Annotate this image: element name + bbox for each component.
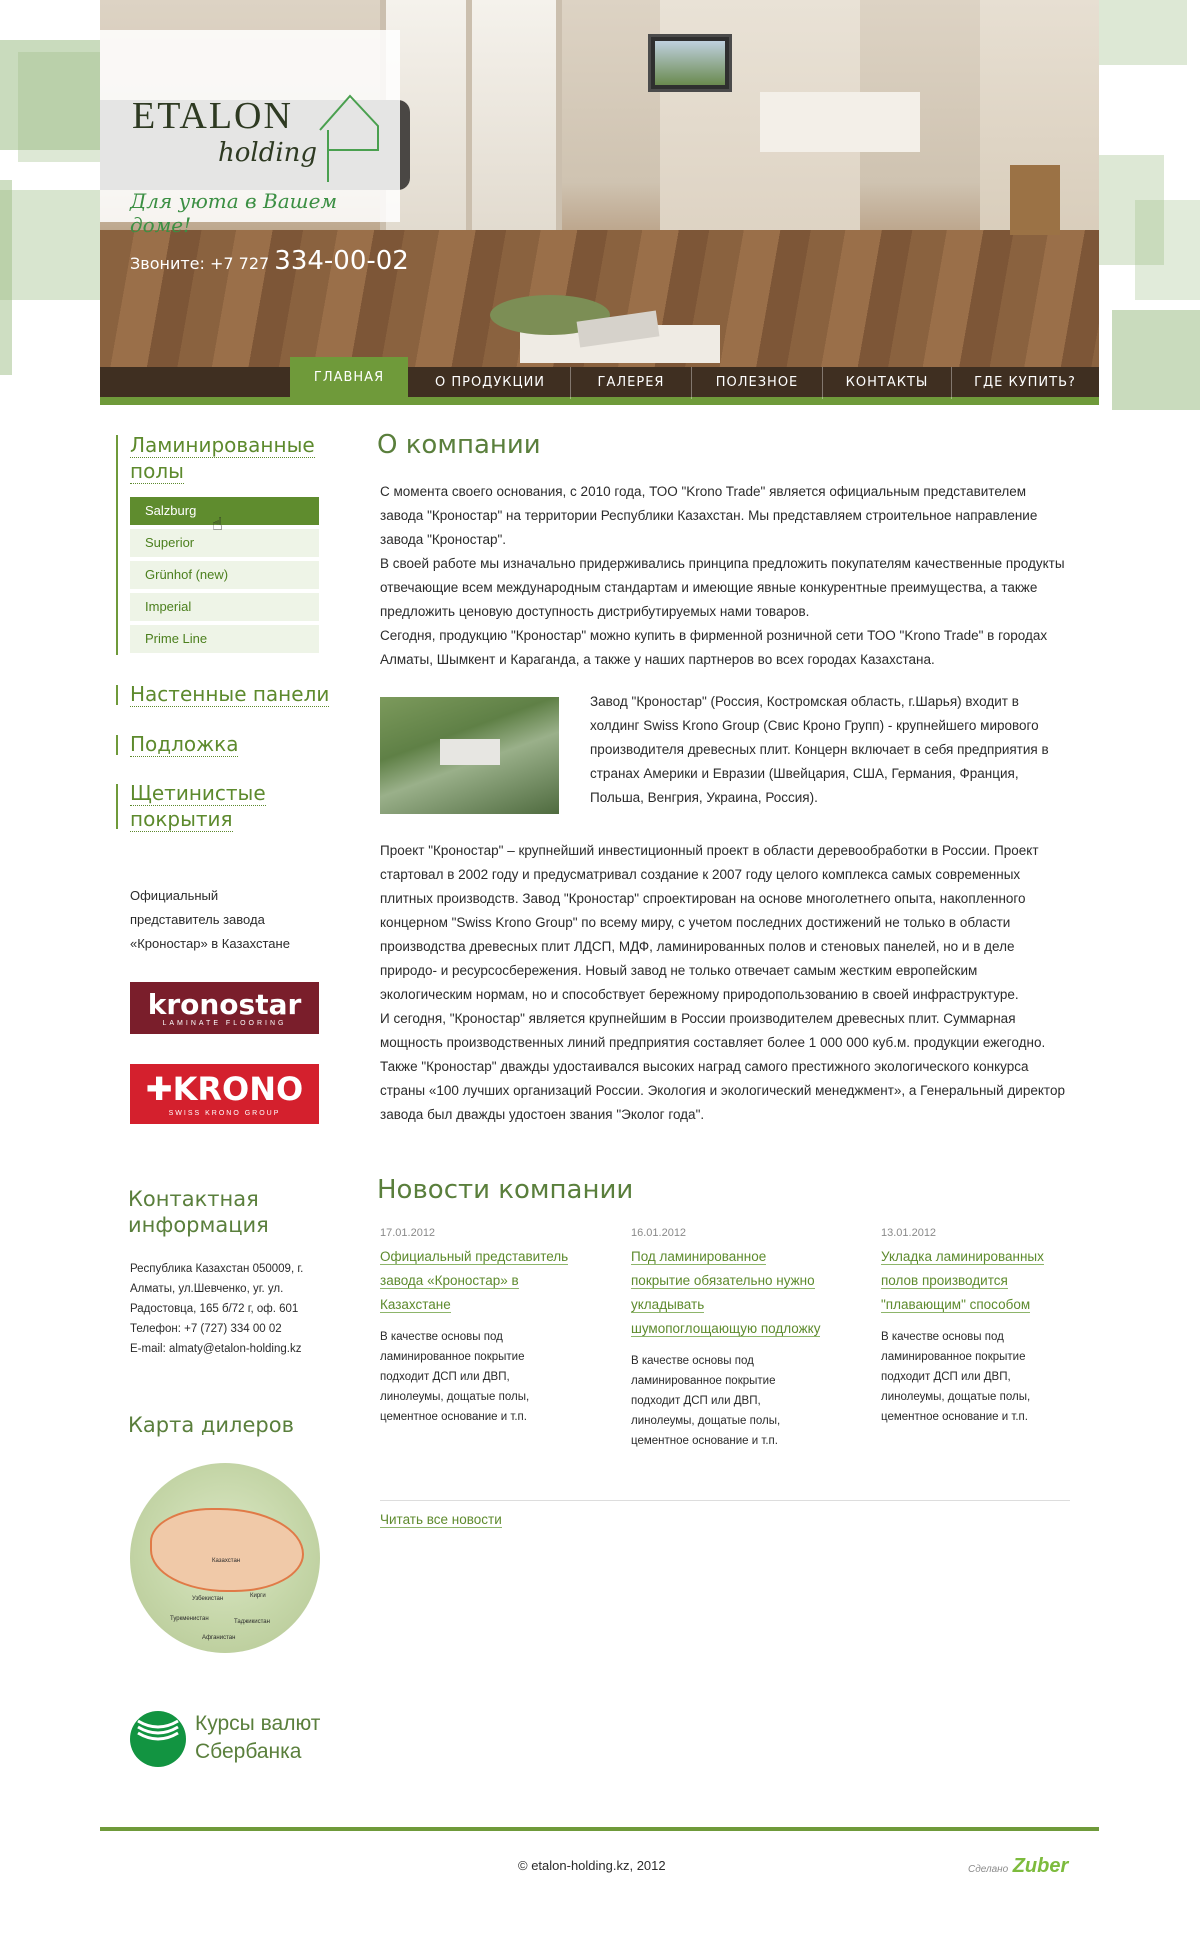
phone-label: Звоните: +7 727 (130, 254, 270, 273)
nav-item-contacts[interactable]: КОНТАКТЫ (823, 367, 952, 399)
official-line: «Кроностар» в Казахстане (130, 936, 290, 951)
decor-square (0, 190, 100, 300)
contact-title-line: информация (128, 1213, 269, 1237)
sidebar-indicator (116, 435, 118, 655)
news-title: Новости компании (377, 1175, 634, 1205)
currency-rates-link[interactable] (195, 1710, 320, 1766)
official-line: Официальный (130, 888, 219, 903)
pointer-cursor-icon: ☝ (212, 514, 223, 534)
news-date: 17.01.2012 (380, 1227, 436, 1239)
sidebar-subitem-superior[interactable]: Superior (130, 529, 319, 557)
map-label: Афганистан (202, 1635, 236, 1641)
news-link-text[interactable]: Укладка ламинированных полов производится "плавающим" способом (881, 1249, 1044, 1312)
news-item (380, 1227, 570, 1427)
plus-icon: ✚ (145, 1070, 173, 1108)
news-link-text[interactable]: Под ламинированное покрытие обязательно нужно укладывать шумопоглощающую подложку (631, 1249, 821, 1336)
sidebar-subitem-imperial[interactable]: Imperial (130, 593, 319, 621)
phone (130, 246, 409, 276)
news-item (881, 1227, 1071, 1427)
contact-info (130, 1259, 303, 1359)
dealer-map-title: Карта дилеров (128, 1413, 294, 1437)
map-label: Туркменистан (170, 1616, 209, 1622)
contact-line: Алматы, ул.Шевченко, уг. ул. (130, 1283, 284, 1295)
slogan: Для уюта в Вашем доме! (130, 189, 338, 237)
sidebar-category-label: Ламинированные (130, 433, 315, 457)
decor-square (1135, 200, 1200, 300)
news-date: 13.01.2012 (881, 1227, 937, 1239)
contact-line: Телефон: +7 (727) 334 00 02 (130, 1323, 282, 1335)
official-line: представитель завода (130, 912, 265, 927)
sidebar-subitem-prime-line[interactable]: Prime Line (130, 625, 319, 653)
cabinet (760, 92, 920, 152)
sidebar-category-underlay[interactable] (130, 731, 238, 757)
contact-title-line: Контактная (128, 1187, 259, 1211)
krono-logo-label: KRONO (172, 1070, 304, 1108)
copyright: © etalon-holding.kz, 2012 (518, 1858, 666, 1873)
nav-item-home[interactable]: ГЛАВНАЯ (290, 357, 408, 399)
news-link[interactable] (881, 1245, 1071, 1317)
map-label: Кирги (250, 1593, 266, 1599)
logo[interactable] (100, 30, 400, 237)
about-paragraph: Проект "Кроностар" – крупнейший инвестиционный проект в области деревообработки в России. Проект стартовал в 2002 году и предусматривал создание к 2007 году целого комплекса самых современных плитных производств. Завод "Кроностар" спроектирован на основе многолетнего опыта, накопленного концерном "Swiss Krono Group" по всему миру, с учетом последних достижений не только в области производства древесных плит ЛДСП, МДФ, ламинированных полов и стеновых панелей, но и в деле природо- и ресурсосбережения. Новый завод не только отвечает самым жестким европейским экологическим нормам, но и способствует бережному природопользованию в своей инфраструктуре. (380, 843, 1039, 1002)
nav-item-gallery[interactable]: ГАЛЕРЕЯ (571, 367, 692, 399)
kazakhstan-region (150, 1508, 304, 1592)
kronostar-tagline: LAMINATE FLOORING (162, 1020, 287, 1027)
map-label: Казахстан (212, 1558, 241, 1564)
sidebar-category-brush[interactable] (130, 780, 266, 832)
news-excerpt: В качестве основы под ламинированное покрытие подходит ДСП или ДВП, линолеумы, дощатые полы, цементное основание и т.п. (380, 1331, 530, 1423)
sidebar-indicator (116, 784, 118, 829)
news-date: 16.01.2012 (631, 1227, 687, 1239)
kronostar-logo-text: kronostar (147, 988, 302, 1021)
official-rep-text (130, 884, 290, 956)
sidebar-indicator (116, 685, 118, 705)
krono-tagline: SWISS KRONO GROUP (168, 1110, 281, 1117)
logo-main-text: ETALON (132, 95, 293, 137)
developer-credit[interactable] (968, 1855, 1068, 1878)
divider (380, 1500, 1070, 1501)
sidebar-category-label: Настенные панели (130, 682, 330, 706)
sidebar-category-label: покрытия (130, 807, 233, 831)
news-item (631, 1227, 821, 1451)
sidebar-subitem-salzburg[interactable]: Salzburg (130, 497, 319, 525)
factory-photo (380, 697, 559, 814)
decor-square (18, 52, 100, 162)
decor-square (0, 180, 12, 375)
kronostar-logo[interactable] (130, 982, 319, 1034)
developer-logo: Zuber (1012, 1855, 1069, 1877)
sidebar-category-label: Подложка (130, 732, 239, 756)
currency-line: Сбербанка (195, 1740, 302, 1763)
tv-image (648, 34, 732, 92)
decor-square (1099, 0, 1187, 65)
about-paragraph: И сегодня, "Кроностар" является крупнейшим в России производителем древесных плит. Суммарная мощность производственных линий предприятия составляет более 1 000 000 куб.м. продукции ежегодно. Также "Кроностар" дважды удостаивался высоких наград самого престижного экологического конкурса страны «100 лучших организаций России. Экология и экологический менеджмент», а Генеральный директор завода был дважды удостоен звания "Эколог года". (380, 1011, 1065, 1122)
sidebar-indicator (116, 735, 118, 755)
phone-number: 334-00-02 (274, 246, 409, 276)
swiss-krono-logo[interactable] (130, 1064, 319, 1124)
news-link[interactable] (631, 1245, 821, 1341)
nav-item-where-to-buy[interactable]: ГДЕ КУПИТЬ? (974, 375, 1076, 390)
currency-line: Курсы валют (195, 1712, 321, 1735)
krono-logo-text (130, 1070, 319, 1108)
map-label: Узбекистан (192, 1596, 224, 1602)
contact-title (128, 1186, 269, 1238)
sidebar-category-label: полы (130, 459, 184, 483)
news-excerpt: В качестве основы под ламинированное покрытие подходит ДСП или ДВП, линолеумы, дощатые полы, цементное основание и т.п. (631, 1355, 781, 1447)
made-by-label: Сделано (968, 1864, 1009, 1875)
footer-line (100, 1827, 1099, 1831)
logo-sub-text: holding (218, 138, 318, 168)
about-paragraph: С момента своего основания, с 2010 года, ТОО "Krono Trade" является официальным представителем завода "Кроностар" на территории Республики Казахстан. Мы представляем строительное направление завода "Кроностар". (380, 484, 1038, 547)
news-excerpt: В качестве основы под ламинированное покрытие подходит ДСП или ДВП, линолеумы, дощатые полы, цементное основание и т.п. (881, 1331, 1031, 1423)
nav-item-useful[interactable]: ПОЛЕЗНОЕ (692, 367, 823, 399)
read-all-news-link[interactable]: Читать все новости (380, 1512, 502, 1527)
sidebar-category-laminate[interactable] (130, 432, 315, 484)
dealer-map[interactable] (130, 1463, 320, 1653)
house-icon (312, 90, 382, 182)
about-paragraph: В своей работе мы изначально придерживались принципа предложить покупателям качественные продукты отвечающие всем международным стандартам и имеющие явные конкурентные преимущества, а также предложить ценовую доступность дистрибутируемых нами товаров. (380, 556, 1065, 619)
contact-line: Радостовца, 165 б/72 г, оф. 601 (130, 1303, 299, 1315)
sidebar-subitem-grunhof[interactable]: Grünhof (new) (130, 561, 319, 589)
sberbank-icon[interactable] (130, 1711, 186, 1767)
map-label: Таджикистан (234, 1619, 270, 1625)
decor-square (1112, 310, 1200, 410)
contact-line: Республика Казахстан 050009, г. (130, 1263, 304, 1275)
news-link[interactable] (380, 1245, 570, 1317)
sidebar-category-wall-panels[interactable] (130, 681, 329, 707)
sidebar-category-label: Щетинистые (130, 781, 266, 805)
about-paragraph: Сегодня, продукцию "Кроностар" можно купить в фирменной розничной сети ТОО "Krono Trade" в городах Алматы, Шымкент и Караганда, а также у наших партнеров во всех городах Казахстана. (380, 628, 1048, 667)
news-link-text[interactable]: Официальный представитель завода «Кроностар» в Казахстане (380, 1249, 569, 1312)
nav-item-products[interactable]: О ПРОДУКЦИИ (410, 367, 571, 399)
about-paragraph: Завод "Кроностар" (Россия, Костромская область, г.Шарья) входит в холдинг Swiss Krono Group (Свис Кроно Групп) - крупнейшего мирового производителя древесных плит. Концерн включает в себя предприятия в странах Америки и Евразии (Швейцария, США, Германия, Франция, Польша, Венгрия, Украина, Россия). (590, 694, 1049, 805)
wooden-stool (1010, 165, 1060, 235)
contact-line: E-mail: almaty@etalon-holding.kz (130, 1343, 302, 1355)
page-title: О компании (377, 430, 541, 460)
